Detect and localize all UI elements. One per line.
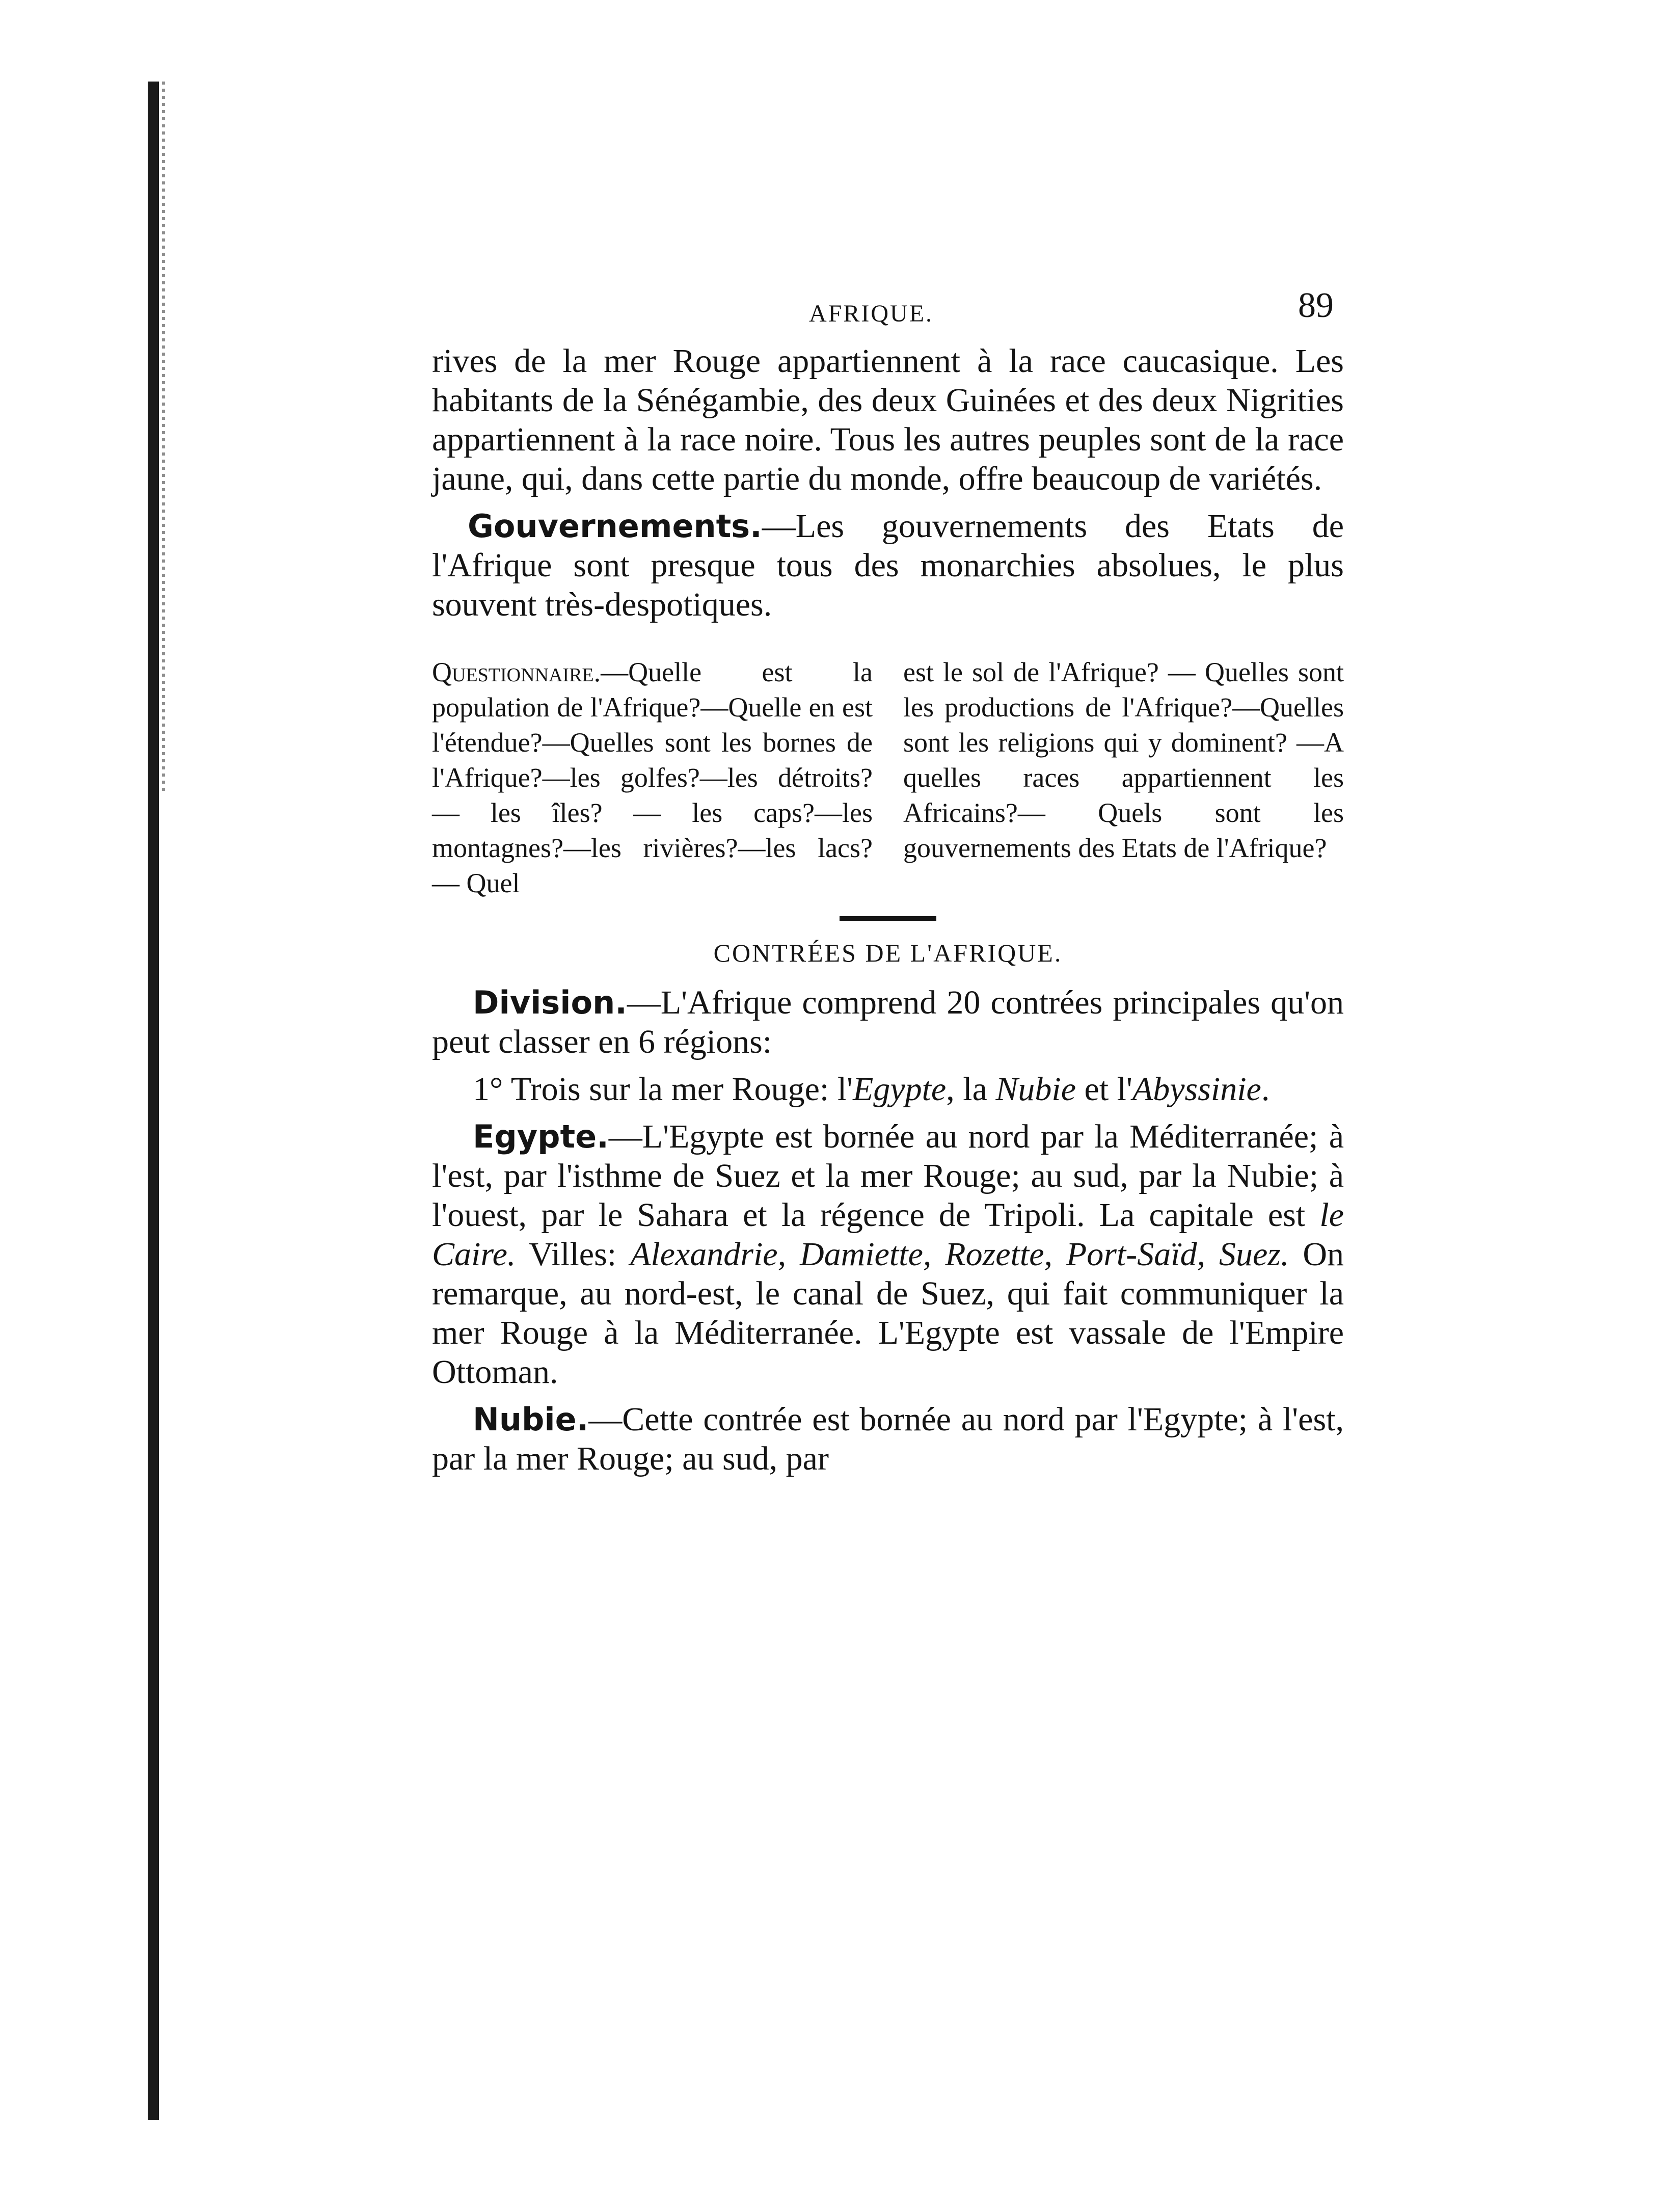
paragraph-item1: [432, 1070, 1344, 1109]
item1-end: .: [1261, 1071, 1270, 1108]
nubie-heading: Nubie.: [473, 1401, 589, 1438]
questionnaire-col-left: [432, 655, 873, 901]
division-heading: Division.: [473, 984, 627, 1021]
paragraph-races: [432, 341, 1344, 498]
questionnaire-col-right: [903, 655, 1344, 901]
running-title: AFRIQUE.: [809, 300, 934, 327]
section-title: CONTRÉES DE L'AFRIQUE.: [713, 939, 1063, 967]
item1-and: et l': [1076, 1071, 1132, 1108]
egypte-cities: Alexandrie, Damiette, Rozette, Port-Saïd, Suez.: [630, 1236, 1289, 1273]
item1-mid: , la: [946, 1071, 996, 1108]
item1-prefix: 1° Trois sur la mer Rouge: l': [473, 1071, 853, 1108]
section-divider: [840, 916, 936, 921]
egypte-heading: Egypte.: [473, 1118, 609, 1155]
item1-egypte: Egypte: [852, 1071, 947, 1108]
book-page: [432, 285, 1344, 1486]
paragraph-nubie: [432, 1400, 1344, 1478]
item1-abyssinie: Abyssinie: [1132, 1071, 1261, 1108]
item1-nubie: Nubie: [995, 1071, 1076, 1108]
paragraph-division: [432, 983, 1344, 1061]
gouvernements-text: —Les gouvernements des Etats de l'Afrique sont presque tous des monarchies absolues, le plus souvent très-despotiques.: [432, 508, 1344, 623]
division-text: —L'Afrique comprend 20 contrées principales qu'on peut classer en 6 régions:: [432, 984, 1344, 1060]
running-head: [432, 285, 1344, 341]
paragraph-gouvernements: [432, 507, 1344, 624]
egypte-text2: On remarque, au nord-est, le canal de Suez, qui fait communiquer la mer Rouge à la Méditerranée. L'Egypte est vassale de l'Empire Ottoman.: [432, 1236, 1344, 1391]
scan-edge-noise: [162, 82, 165, 795]
egypte-villes-label: Villes:: [516, 1236, 631, 1273]
egypte-text1: —L'Egypte est bornée au nord par la Méditerranée; à l'est, par l'isthme de Suez et la mer Rouge; au sud, par la Nubie; à l'ouest, par le Sahara et la régence de Tripoli. La capitale est: [432, 1118, 1344, 1234]
questionnaire: [432, 655, 1344, 901]
egypte-capital: le Caire.: [432, 1196, 1344, 1273]
questionnaire-col2-text: est le sol de l'Afrique? — Quelles sont les productions de l'Afrique?—Quelles sont les religions qui y dominent? —A quelles races appartiennent les Africains?— Quels sont les gouvernements des Etats de l'Afrique?: [903, 657, 1344, 863]
page-number: 89: [1298, 286, 1334, 325]
book-spine-shadow: [148, 82, 159, 2120]
gouvernements-heading: Gouvernements.: [468, 508, 762, 545]
paragraph-egypte: [432, 1117, 1344, 1392]
questionnaire-label: Questionnaire.: [432, 657, 601, 687]
questionnaire-col1-text: —Quelle est la population de l'Afrique?—Quelle en est l'étendue?—Quelles sont les bornes de l'Afrique?—les golfes?—les détroits? — les îles? — les caps?—les montagnes?—les rivières?—les lacs? — Quel: [432, 657, 873, 898]
paragraph-races-text: rives de la mer Rouge appartiennent à la race caucasique. Les habitants de la Sénégambie, des deux Guinées et des deux Nigrities appartiennent à la race noire. Tous les autres peuples sont de la race jaune, qui, dans cette partie du monde, offre beaucoup de variétés.: [432, 342, 1344, 497]
nubie-text: —Cette contrée est bornée au nord par l'Egypte; à l'est, par la mer Rouge; au sud, par: [432, 1401, 1344, 1477]
